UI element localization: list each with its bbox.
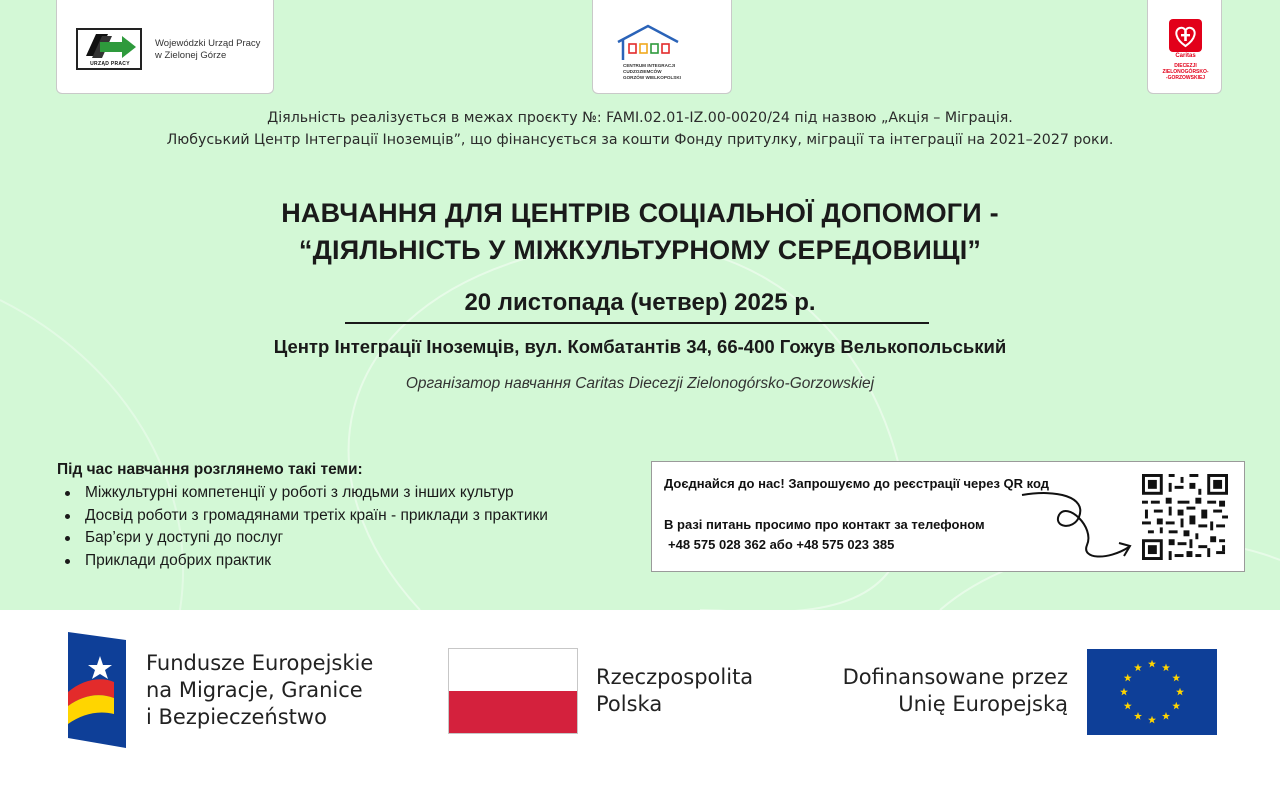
cii-logo-card <box>592 0 732 94</box>
wup-logo-caption: URZĄD PRACY <box>90 61 130 67</box>
eu-cofinanced-line2: Unię Europejską <box>898 692 1068 716</box>
eu-funds-name <box>146 650 406 731</box>
topics-heading: Під час навчання розглянемо такі теми: <box>57 461 363 478</box>
wup-logo-card <box>56 0 274 94</box>
topic-item: Міжкультурні компетенції у роботі з людьми з інших культур <box>57 482 548 505</box>
eu-flag-icon <box>1087 649 1217 735</box>
event-title-line1: НАВЧАННЯ ДЛЯ ЦЕНТРІВ СОЦІАЛЬНОЇ ДОПОМОГИ - <box>281 198 999 228</box>
caritas-sub-line3: -GORZOWSKIEJ <box>1165 75 1206 81</box>
event-date: 20 листопада (четвер) 2025 р. <box>464 289 816 316</box>
caritas-sub-line1: DIECEZJI <box>1174 63 1197 69</box>
topics-list <box>57 482 548 572</box>
event-organizer: Організатор навчання Caritas Diecezji Zielonogórsko-Gorzowskiej <box>405 375 875 392</box>
cii-caption <box>623 63 713 81</box>
cii-caption-line2: GORZÓW WIELKOPOLSKI <box>623 75 681 80</box>
topic-item: Бар’єри у доступі до послуг <box>57 527 548 550</box>
caritas-logo-card <box>1147 0 1222 94</box>
eu-funds-line1: Fundusze Europejskie <box>146 651 374 675</box>
caritas-sub-line2: ZIELONOGÓRSKO- <box>1162 69 1209 75</box>
wup-logo <box>76 28 142 70</box>
republic-line2: Polska <box>596 692 663 716</box>
date-underline <box>345 322 929 324</box>
cii-caption-line1: CENTRUM INTEGRACJI CUDZOZIEMCÓW <box>623 63 676 74</box>
curved-arrow-icon <box>1017 487 1137 567</box>
topic-item: Приклади добрих практик <box>57 550 548 573</box>
eu-funds-logo-icon <box>68 632 132 748</box>
house-icon <box>615 24 681 62</box>
footer-logos <box>38 620 1244 756</box>
topic-item: Досвід роботи з громадянами третіх країн - приклади з практики <box>57 505 548 528</box>
caritas-subtitle <box>1152 63 1219 81</box>
project-info-line1: Діяльність реалізується в межах проєкту №: FAMI.02.01-IZ.00-0020/24 під назвою „Акція – Міграція. <box>267 110 1013 126</box>
contact-box <box>651 461 1245 572</box>
eu-cofinanced-text <box>818 664 1068 718</box>
contact-invite: Доєднайся до нас! Запрошуємо до реєстрації через QR код <box>664 476 1049 491</box>
wup-name-line2: w Zielonej Górze <box>155 50 227 61</box>
qr-code-icon[interactable] <box>1142 474 1228 560</box>
caritas-name: Caritas <box>1175 53 1196 59</box>
contact-question: В разі питань просимо про контакт за телефоном <box>664 517 985 532</box>
republic-line1: Rzeczpospolita <box>596 665 754 689</box>
event-venue: Центр Інтеграції Іноземців, вул. Комбатантів 34, 66-400 Гожув Велькопольський <box>273 336 1007 357</box>
wup-name-line1: Wojewódzki Urząd Pracy <box>155 38 261 49</box>
contact-phones: +48 575 028 362 або +48 575 023 385 <box>668 537 895 552</box>
wup-name <box>155 38 273 62</box>
caritas-heart-icon <box>1169 19 1202 52</box>
eu-funds-line2: na Migracje, Granice <box>146 678 363 702</box>
eu-funds-line3: i Bezpieczeństwo <box>146 705 327 729</box>
eu-cofinanced-line1: Dofinansowane przez <box>842 665 1068 689</box>
event-title-line2: “ДІЯЛЬНІСТЬ У МІЖКУЛЬТУРНОМУ СЕРЕДОВИЩІ” <box>298 235 982 265</box>
republic-of-poland-name <box>596 664 796 718</box>
project-info-line2: Любуський Центр Інтеграції Іноземців”, що фінансується за кошти Фонду притулку, міграції та інтеграції на 2021–2027 роки. <box>166 132 1114 148</box>
polish-flag-icon <box>448 648 578 734</box>
